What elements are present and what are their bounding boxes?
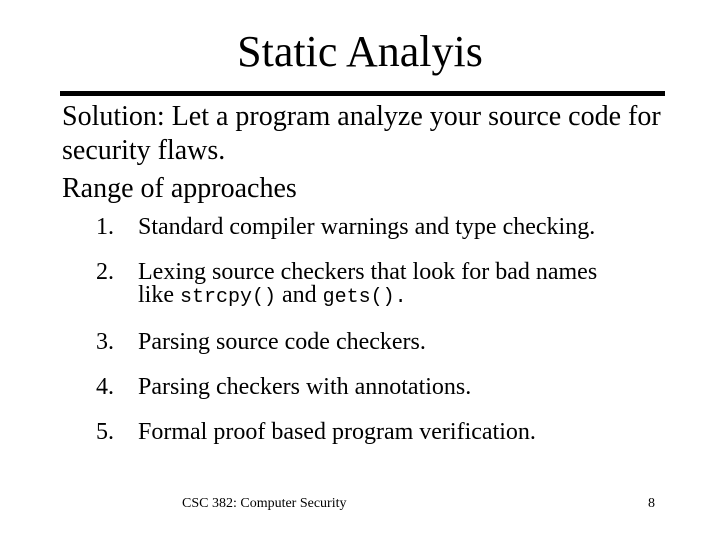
slide-title: Static Analyis [237, 27, 483, 76]
list-item [96, 419, 638, 445]
approaches-list [96, 214, 638, 445]
slide-footer: CSC 382: Computer Security [182, 496, 347, 511]
list-item [96, 259, 638, 309]
code-strcpy: strcpy() [180, 286, 277, 309]
title-divider [60, 91, 665, 96]
body-paragraph-solution: Solution: Let a program analyze your source code for security flaws. [62, 101, 661, 166]
list-item-number: 5. [96, 419, 114, 445]
list-item-text-joiner: and [276, 282, 323, 308]
slide-body [62, 100, 662, 206]
list-item [96, 374, 638, 400]
list-item-text: Standard compiler warnings and type checking. [138, 214, 596, 240]
list-item-text: Parsing checkers with annotations. [138, 374, 472, 400]
list-item [96, 329, 638, 355]
list-item-number: 2. [96, 259, 114, 285]
list-item-text: Parsing source code checkers. [138, 329, 426, 355]
list-item-number: 3. [96, 329, 114, 355]
list-item-text: Formal proof based program verification. [138, 419, 536, 445]
body-paragraph-range: Range of approaches [62, 173, 297, 204]
list-item-text: Lexing source checkers that look for bad names like [138, 259, 598, 308]
code-gets: gets(). [322, 286, 407, 309]
list-item [96, 214, 638, 240]
page-number: 8 [648, 496, 655, 511]
list-item-number: 1. [96, 214, 114, 240]
list-item-number: 4. [96, 374, 114, 400]
